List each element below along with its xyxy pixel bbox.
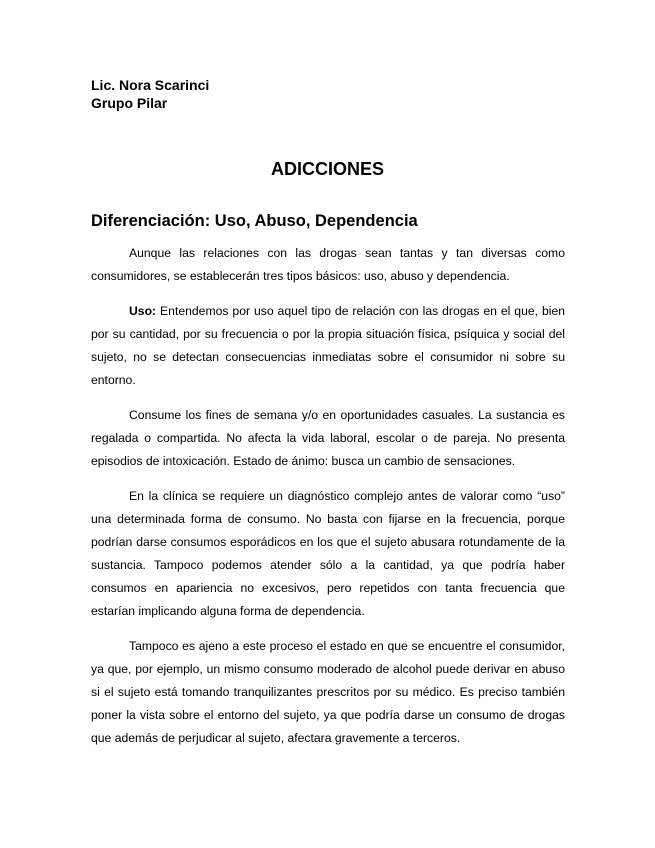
author-block <box>91 76 209 112</box>
paragraph-text: Tampoco es ajeno a este proceso el estado en que se encuentre el consumidor, ya que, por ejemplo, un mismo consumo moderado de alcohol puede derivar en abuso si el sujeto está tomando tranquilizantes prescritos por su médico. Es preciso también poner la vista sobre el entorno del sujeto, ya que podría darse un consumo de drogas que además de perjudicar al sujeto, afectara gravemente a terceros. <box>91 639 565 745</box>
paragraph-intro <box>91 242 565 288</box>
paragraph-estado <box>91 635 565 750</box>
author-group: Grupo Pilar <box>91 95 168 111</box>
section-heading: Diferenciación: Uso, Abuso, Dependencia <box>91 212 418 230</box>
paragraph-text: Aunque las relaciones con las drogas sean tantas y tan diversas como consumidores, se establecerán tres tipos básicos: uso, abuso y dependencia. <box>91 246 565 283</box>
author-name: Lic. Nora Scarinci <box>91 77 210 93</box>
paragraph-clinica <box>91 485 565 623</box>
paragraph-lead: Uso: <box>129 304 157 318</box>
paragraph-text: En la clínica se requiere un diagnóstico complejo antes de valorar como “uso” una determinada forma de consumo. No basta con fijarse en la frecuencia, porque podrían darse consumos esporádicos en los que el sujeto abusara rotundamente de la sustancia. Tampoco podemos atender sólo a la cantidad, ya que podría haber consumos en apariencia no excesivos, pero repetidos con tanta frecuencia que estarían implicando alguna forma de dependencia. <box>91 489 565 618</box>
document-title: ADICCIONES <box>270 159 384 179</box>
paragraph-consumo <box>91 404 565 473</box>
paragraph-text: Entendemos por uso aquel tipo de relación con las drogas en el que, bien por su cantidad, por su frecuencia o por la propia situación física, psíquica y social del sujeto, no se detectan consecuencias inmediatas sobre el consumidor ni sobre su entorno. <box>91 304 565 387</box>
paragraph-text: Consume los fines de semana y/o en oportunidades casuales. La sustancia es regalada o compartida. No afecta la vida laboral, escolar o de pareja. No presenta episodios de intoxicación. Estado de ánimo: busca un cambio de sensaciones. <box>91 408 565 468</box>
paragraph-uso <box>91 300 565 392</box>
